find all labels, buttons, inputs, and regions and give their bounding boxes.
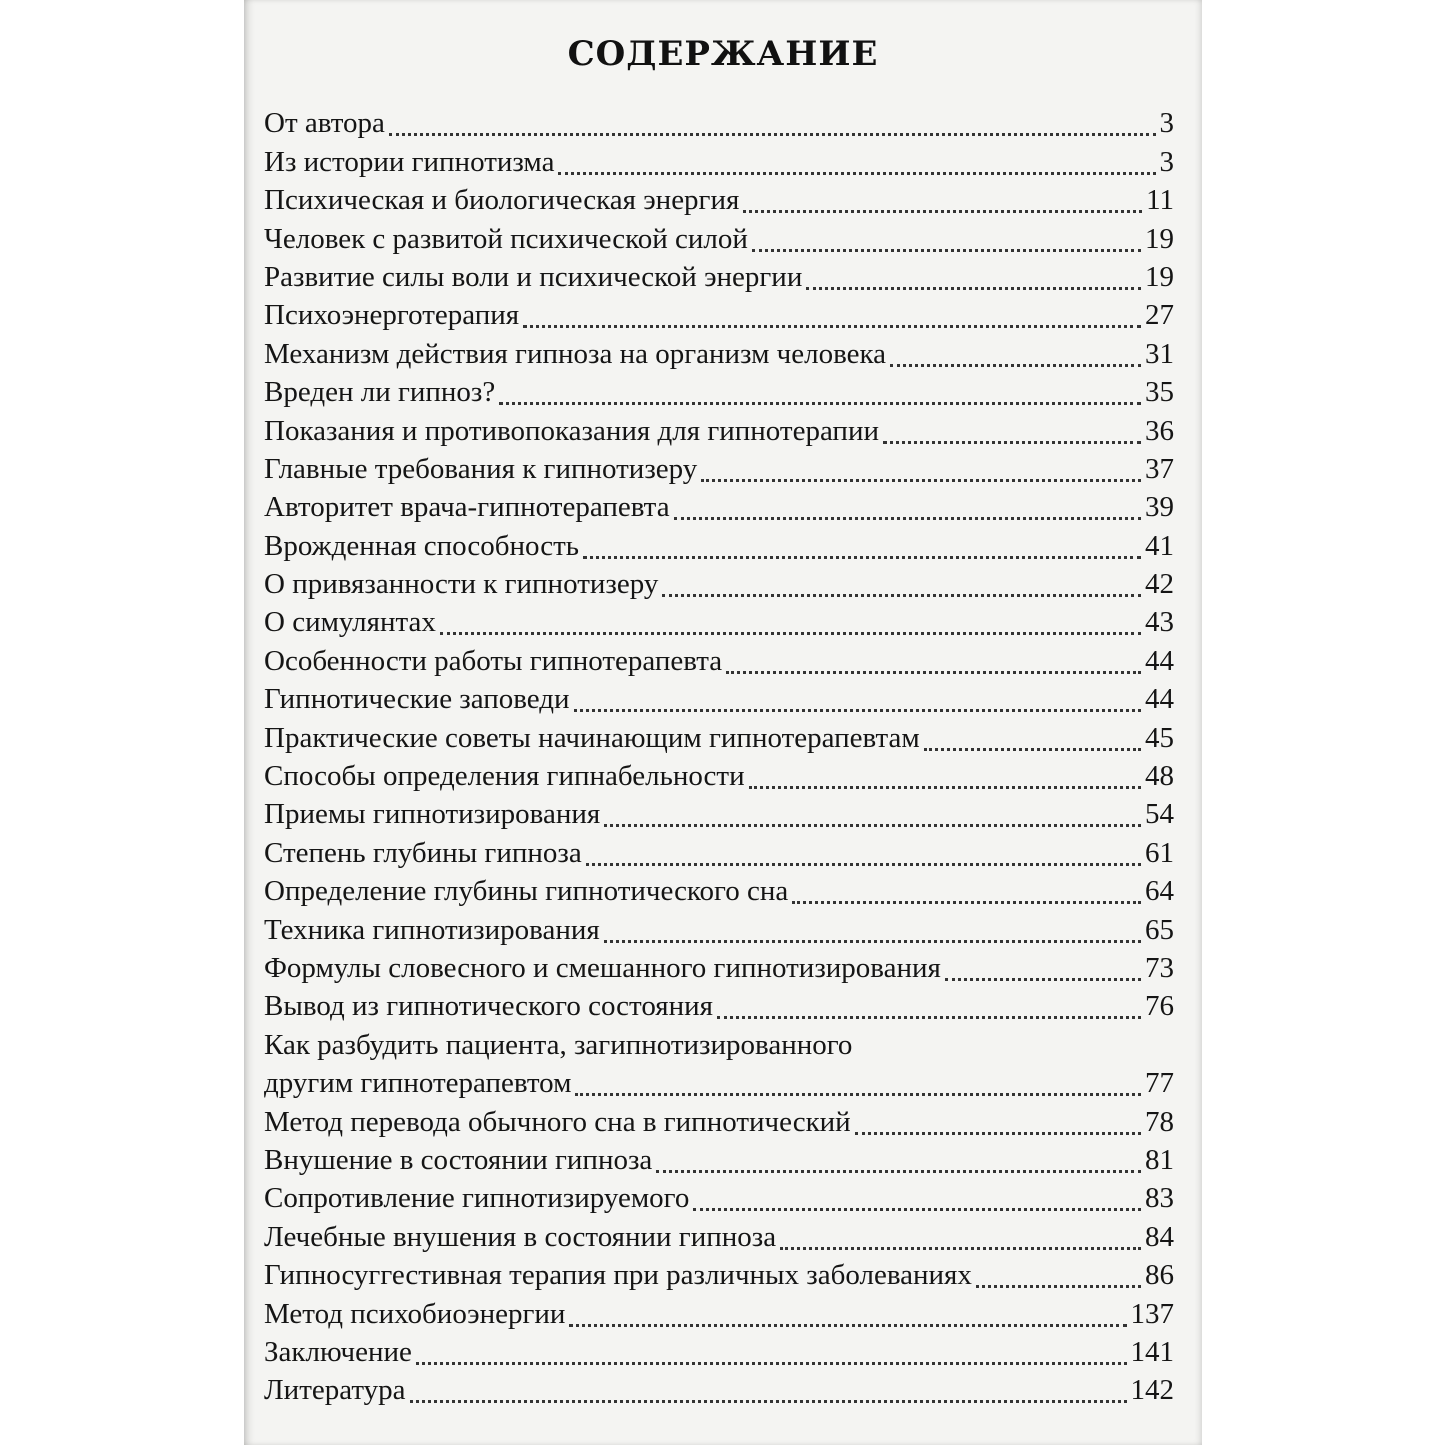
toc-entry-title: Определение глубины гипнотического сна (264, 875, 789, 908)
toc-entry-page-number: 3 (1159, 145, 1174, 178)
dot-leader (569, 1324, 1126, 1327)
dot-leader (726, 671, 1141, 674)
dot-leader (749, 786, 1141, 789)
toc-entry-title: Как разбудить пациента, загипнотизированного (264, 1028, 853, 1061)
toc-entry-title: Развитие силы воли и психической энергии (264, 260, 803, 293)
toc-entry-title: другим гипнотерапевтом (264, 1067, 572, 1100)
table-of-contents (264, 106, 1174, 1411)
toc-entry (264, 375, 1174, 413)
toc-entry (264, 1296, 1174, 1334)
dot-leader (883, 441, 1141, 444)
toc-entry-page-number: 11 (1146, 184, 1174, 217)
toc-entry-title: От автора (264, 107, 385, 140)
toc-entry (264, 183, 1174, 221)
toc-entry-title: Сопротивление гипнотизируемого (264, 1182, 690, 1215)
toc-entry (264, 1219, 1174, 1257)
toc-entry-page-number: 81 (1145, 1143, 1174, 1176)
toc-entry-page-number: 36 (1145, 414, 1174, 447)
dot-leader (583, 556, 1141, 559)
toc-entry-page-number: 73 (1145, 951, 1174, 984)
dot-leader (945, 978, 1141, 981)
dot-leader (604, 824, 1141, 827)
toc-entry-title: Гипносуггестивная терапия при различных заболеваниях (264, 1259, 972, 1292)
toc-entry-page-number: 41 (1145, 529, 1174, 562)
toc-entry (264, 835, 1174, 873)
toc-entry (264, 643, 1174, 681)
toc-entry-title: Показания и противопоказания для гипнотерапии (264, 414, 879, 447)
dot-leader (976, 1285, 1141, 1288)
toc-entry (264, 528, 1174, 566)
dot-leader (523, 325, 1141, 328)
toc-entry-title: Вывод из гипнотического состояния (264, 990, 713, 1023)
dot-leader (780, 1247, 1141, 1250)
toc-entry-page-number: 84 (1145, 1220, 1174, 1253)
toc-entry-title: Метод перевода обычного сна в гипнотический (264, 1105, 851, 1138)
toc-entry (264, 1143, 1174, 1181)
toc-entry (264, 874, 1174, 912)
toc-entry-title: Практические советы начинающим гипнотерапевтам (264, 721, 920, 754)
toc-entry-title: Приемы гипнотизирования (264, 798, 601, 831)
toc-entry-title: Литература (264, 1374, 406, 1407)
toc-entry (264, 1066, 1174, 1104)
toc-entry-title: Главные требования к гипнотизеру (264, 452, 698, 485)
toc-entry-title: Гипнотические заповеди (264, 683, 570, 716)
toc-entry-page-number: 83 (1145, 1182, 1174, 1215)
toc-entry-page-number: 43 (1145, 606, 1174, 639)
toc-entry (264, 413, 1174, 451)
toc-entry (264, 989, 1174, 1027)
book-page (244, 0, 1202, 1445)
toc-entry (264, 759, 1174, 797)
dot-leader (604, 940, 1141, 943)
dot-leader (416, 1362, 1127, 1365)
toc-entry-title: Психоэнерготерапия (264, 299, 520, 332)
toc-entry-title: Врожденная способность (264, 529, 580, 562)
toc-entry-title: Техника гипнотизирования (264, 913, 600, 946)
toc-entry (264, 298, 1174, 336)
toc-entry-page-number: 44 (1145, 683, 1174, 716)
toc-entry-title: Метод психобиоэнергии (264, 1297, 566, 1330)
toc-entry (264, 106, 1174, 144)
dot-leader (924, 748, 1141, 751)
dot-leader (575, 1093, 1141, 1096)
toc-entry-page-number: 48 (1145, 760, 1174, 793)
toc-entry-title: О симулянтах (264, 606, 436, 639)
toc-entry-title: Степень глубины гипноза (264, 836, 582, 869)
toc-entry (264, 260, 1174, 298)
toc-entry (264, 1373, 1174, 1411)
toc-entry (264, 1181, 1174, 1219)
dot-leader (656, 1170, 1141, 1173)
toc-entry-page-number: 141 (1130, 1335, 1174, 1368)
toc-entry-title: Психическая и биологическая энергия (264, 184, 740, 217)
dot-leader (499, 402, 1141, 405)
dot-leader (674, 517, 1141, 520)
toc-entry-page-number: 77 (1145, 1067, 1174, 1100)
dot-leader (586, 863, 1141, 866)
toc-entry-title: Способы определения гипнабельности (264, 760, 745, 793)
toc-entry-page-number: 61 (1145, 836, 1174, 869)
toc-entry-page-number: 44 (1145, 644, 1174, 677)
toc-entry-title: Внушение в состоянии гипноза (264, 1143, 653, 1176)
toc-entry-title: Из истории гипнотизма (264, 145, 555, 178)
toc-entry-page-number: 39 (1145, 491, 1174, 524)
dot-leader (743, 210, 1142, 213)
dot-leader (410, 1400, 1127, 1403)
toc-entry (264, 1027, 1174, 1065)
toc-entry-page-number: 78 (1145, 1105, 1174, 1138)
toc-entry (264, 490, 1174, 528)
toc-entry-page-number: 54 (1145, 798, 1174, 831)
page-title: СОДЕРЖАНИЕ (567, 34, 879, 74)
toc-entry (264, 1258, 1174, 1296)
toc-entry (264, 144, 1174, 182)
toc-entry-title: Человек с развитой психической силой (264, 222, 748, 255)
dot-leader (662, 594, 1141, 597)
toc-entry (264, 1335, 1174, 1373)
toc-entry (264, 452, 1174, 490)
toc-entry-title: Особенности работы гипнотерапевта (264, 644, 723, 677)
toc-entry-page-number: 27 (1145, 299, 1174, 332)
dot-leader (574, 709, 1141, 712)
toc-entry (264, 1104, 1174, 1142)
toc-entry-page-number: 64 (1145, 875, 1174, 908)
toc-entry-page-number: 86 (1145, 1259, 1174, 1292)
toc-entry-title: Заключение (264, 1335, 412, 1368)
toc-entry-page-number: 19 (1145, 260, 1174, 293)
toc-entry-page-number: 42 (1145, 568, 1174, 601)
toc-entry-page-number: 3 (1159, 107, 1174, 140)
toc-entry-title: Вреден ли гипноз? (264, 376, 496, 409)
toc-entry (264, 912, 1174, 950)
toc-entry (264, 336, 1174, 374)
dot-leader (855, 1132, 1141, 1135)
toc-entry-page-number: 45 (1145, 721, 1174, 754)
toc-entry (264, 605, 1174, 643)
toc-entry-page-number: 31 (1145, 337, 1174, 370)
dot-leader (792, 901, 1141, 904)
dot-leader (752, 249, 1141, 252)
toc-entry (264, 797, 1174, 835)
dot-leader (558, 172, 1155, 175)
toc-entry-page-number: 65 (1145, 913, 1174, 946)
toc-entry (264, 567, 1174, 605)
toc-entry-page-number: 142 (1130, 1374, 1174, 1407)
dot-leader (890, 364, 1141, 367)
toc-entry-page-number: 76 (1145, 990, 1174, 1023)
dot-leader (693, 1208, 1141, 1211)
dot-leader (389, 133, 1156, 136)
toc-entry-page-number: 19 (1145, 222, 1174, 255)
toc-entry-title: Авторитет врача-гипнотерапевта (264, 491, 670, 524)
dot-leader (806, 287, 1141, 290)
toc-entry-title: Формулы словесного и смешанного гипнотизирования (264, 951, 941, 984)
dot-leader (701, 479, 1141, 482)
toc-entry (264, 682, 1174, 720)
toc-entry (264, 951, 1174, 989)
dot-leader (717, 1016, 1141, 1019)
toc-entry (264, 221, 1174, 259)
toc-entry-page-number: 35 (1145, 376, 1174, 409)
toc-entry-title: О привязанности к гипнотизеру (264, 568, 659, 601)
dot-leader (440, 632, 1141, 635)
toc-entry-page-number: 137 (1130, 1297, 1174, 1330)
toc-entry (264, 720, 1174, 758)
toc-entry-page-number: 37 (1145, 452, 1174, 485)
toc-entry-title: Лечебные внушения в состоянии гипноза (264, 1220, 777, 1253)
toc-entry-title: Механизм действия гипноза на организм человека (264, 337, 887, 370)
